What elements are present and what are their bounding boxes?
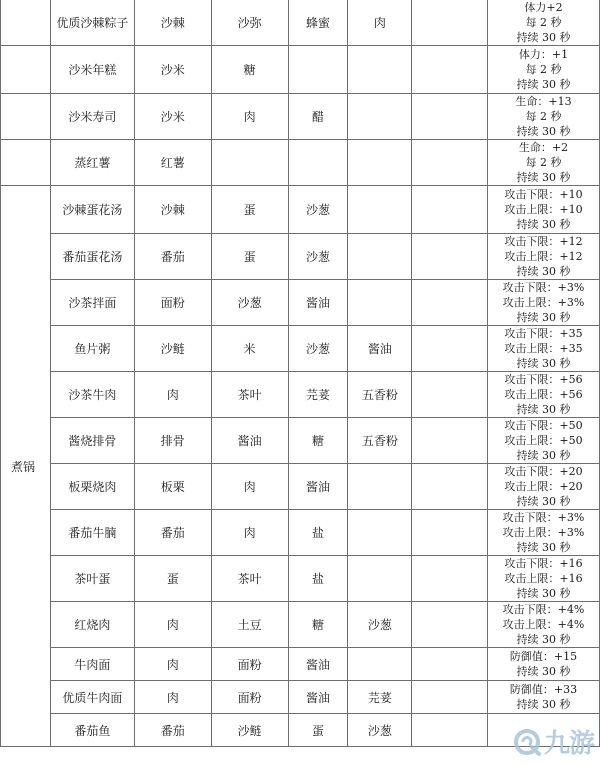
dish-name: 沙棘蛋花汤 [50,186,134,234]
ingredient-4: 芫荽 [348,681,412,714]
empty-cell [412,140,488,186]
table-row [1,372,600,418]
effect-cell: 攻击下限：+3% 攻击上限：+3% 持续 30 秒 [488,510,600,556]
category-cell-top [1,140,51,186]
ingredient-3 [288,140,348,186]
ingredient-3: 酱油 [288,681,348,714]
ingredient-4 [348,140,412,186]
table-row [1,464,600,510]
ingredient-2: 酱油 [211,418,288,464]
ingredient-1: 肉 [134,681,211,714]
dish-name: 优质沙棘粽子 [50,0,134,46]
ingredient-2: 蛋 [211,186,288,234]
ingredient-4 [348,648,412,681]
ingredient-3: 芫荽 [288,372,348,418]
dish-name: 沙米寿司 [50,94,134,140]
ingredient-3: 沙葱 [288,326,348,372]
ingredient-2: 茶叶 [211,556,288,602]
effect-cell: 攻击下限：+50 攻击上限：+50 持续 30 秒 [488,418,600,464]
dish-name: 沙米年糕 [50,46,134,94]
table-row [1,556,600,602]
empty-cell [412,556,488,602]
ingredient-2: 土豆 [211,602,288,648]
ingredient-4 [348,510,412,556]
ingredient-2: 肉 [211,94,288,140]
ingredient-4: 肉 [348,0,412,46]
ingredient-3: 沙葱 [288,186,348,234]
ingredient-1: 蛋 [134,556,211,602]
dish-name: 板栗烧肉 [50,464,134,510]
ingredient-4: 五香粉 [348,418,412,464]
ingredient-3: 醋 [288,94,348,140]
ingredient-3: 酱油 [288,464,348,510]
ingredient-1: 沙棘 [134,186,211,234]
dish-name: 红烧肉 [50,602,134,648]
ingredient-2: 米 [211,326,288,372]
ingredient-4 [348,464,412,510]
ingredient-4: 五香粉 [348,372,412,418]
table-row [1,510,600,556]
empty-cell [412,418,488,464]
ingredient-3: 沙葱 [288,234,348,280]
ingredient-1: 肉 [134,372,211,418]
empty-cell [412,372,488,418]
dish-name: 番茄鱼 [50,714,134,747]
table-row [1,418,600,464]
ingredient-4 [348,280,412,326]
empty-cell [412,0,488,46]
ingredient-4 [348,556,412,602]
dish-name: 沙茶拌面 [50,280,134,326]
ingredient-1: 面粉 [134,280,211,326]
table-row [1,46,600,94]
dish-name: 沙茶牛肉 [50,372,134,418]
ingredient-2: 肉 [211,464,288,510]
effect-cell: 攻击下限：+16 攻击上限：+16 持续 30 秒 [488,556,600,602]
empty-cell [412,94,488,140]
ingredient-3: 盐 [288,556,348,602]
watermark [512,723,594,760]
ingredient-2: 沙鲢 [211,714,288,747]
ingredient-2: 面粉 [211,681,288,714]
category-cell-top [1,0,51,46]
ingredient-1: 番茄 [134,714,211,747]
table-row [1,0,600,46]
ingredient-1: 板栗 [134,464,211,510]
effect-cell: 生命：+13 每 2 秒 持续 30 秒 [488,94,600,140]
ingredient-1: 排骨 [134,418,211,464]
ingredient-2: 沙弥 [211,0,288,46]
dish-name: 番茄蛋花汤 [50,234,134,280]
ingredient-2: 面粉 [211,648,288,681]
effect-cell: 攻击下限：+4% 攻击上限：+4% 持续 30 秒 [488,602,600,648]
ingredient-3: 蛋 [288,714,348,747]
table-row [1,602,600,648]
effect-cell: 攻击下限：+12 攻击上限：+12 持续 30 秒 [488,234,600,280]
ingredient-1: 番茄 [134,510,211,556]
empty-cell [412,46,488,94]
empty-cell [412,326,488,372]
ingredient-1: 肉 [134,602,211,648]
dish-name: 牛肉面 [50,648,134,681]
watermark-text: 九游 [543,729,594,759]
ingredient-2: 沙葱 [211,280,288,326]
category-cell-top [1,46,51,94]
dish-name: 鱼片粥 [50,326,134,372]
empty-cell [412,602,488,648]
dish-name: 蒸红薯 [50,140,134,186]
ingredient-1: 红薯 [134,140,211,186]
table-row [1,280,600,326]
ingredient-2: 糖 [211,46,288,94]
empty-cell [412,280,488,326]
jiuyou-logo-icon [512,727,542,757]
table-row [1,326,600,372]
ingredient-1: 沙米 [134,94,211,140]
dish-name: 番茄牛腩 [50,510,134,556]
effect-cell: 攻击下限：+20 攻击上限：+20 持续 30 秒 [488,464,600,510]
dish-name: 优质牛肉面 [50,681,134,714]
table-row [1,234,600,280]
category-cell-top [1,94,51,140]
ingredient-4 [348,234,412,280]
effect-cell: 体力：+1 每 2 秒 持续 30 秒 [488,46,600,94]
ingredient-4: 酱油 [348,326,412,372]
ingredient-3: 酱油 [288,280,348,326]
effect-cell: 防御值：+33 持续 30 秒 [488,681,600,714]
dish-name: 茶叶蛋 [50,556,134,602]
ingredient-3: 蜂蜜 [288,0,348,46]
ingredient-4 [348,186,412,234]
ingredient-2 [211,140,288,186]
effect-cell: 攻击下限：+3% 攻击上限：+3% 持续 30 秒 [488,280,600,326]
ingredient-4 [348,46,412,94]
table-row [1,186,600,234]
effect-cell: 攻击下限：+10 攻击上限：+10 持续 30 秒 [488,186,600,234]
empty-cell [412,234,488,280]
table-row [1,140,600,186]
ingredient-2: 茶叶 [211,372,288,418]
table-row [1,94,600,140]
ingredient-1: 番茄 [134,234,211,280]
table-row [1,714,600,747]
category-label: 煮锅 [1,186,51,747]
table-row [1,648,600,681]
ingredient-3: 糖 [288,418,348,464]
empty-cell [412,464,488,510]
empty-cell [412,186,488,234]
table-row [1,681,600,714]
ingredient-3 [288,46,348,94]
empty-cell [412,681,488,714]
ingredient-4: 沙葱 [348,602,412,648]
effect-cell: 防御值：+15 持续 30 秒 [488,648,600,681]
ingredient-4 [348,94,412,140]
empty-cell [412,714,488,747]
ingredient-1: 沙米 [134,46,211,94]
ingredient-1: 肉 [134,648,211,681]
ingredient-3: 糖 [288,602,348,648]
ingredient-2: 肉 [211,510,288,556]
effect-cell: 生命：+2 每 2 秒 持续 30 秒 [488,140,600,186]
ingredient-1: 沙鲢 [134,326,211,372]
ingredient-4: 沙葱 [348,714,412,747]
empty-cell [412,510,488,556]
effect-cell: 攻击下限：+35 攻击上限：+35 持续 30 秒 [488,326,600,372]
empty-cell [412,648,488,681]
ingredient-3: 盐 [288,510,348,556]
dish-name: 酱烧排骨 [50,418,134,464]
ingredient-1: 沙棘 [134,0,211,46]
effect-cell: 体力+2 每 2 秒 持续 30 秒 [488,0,600,46]
ingredient-2: 蛋 [211,234,288,280]
ingredient-3: 酱油 [288,648,348,681]
effect-cell: 攻击下限：+56 攻击上限：+56 持续 30 秒 [488,372,600,418]
